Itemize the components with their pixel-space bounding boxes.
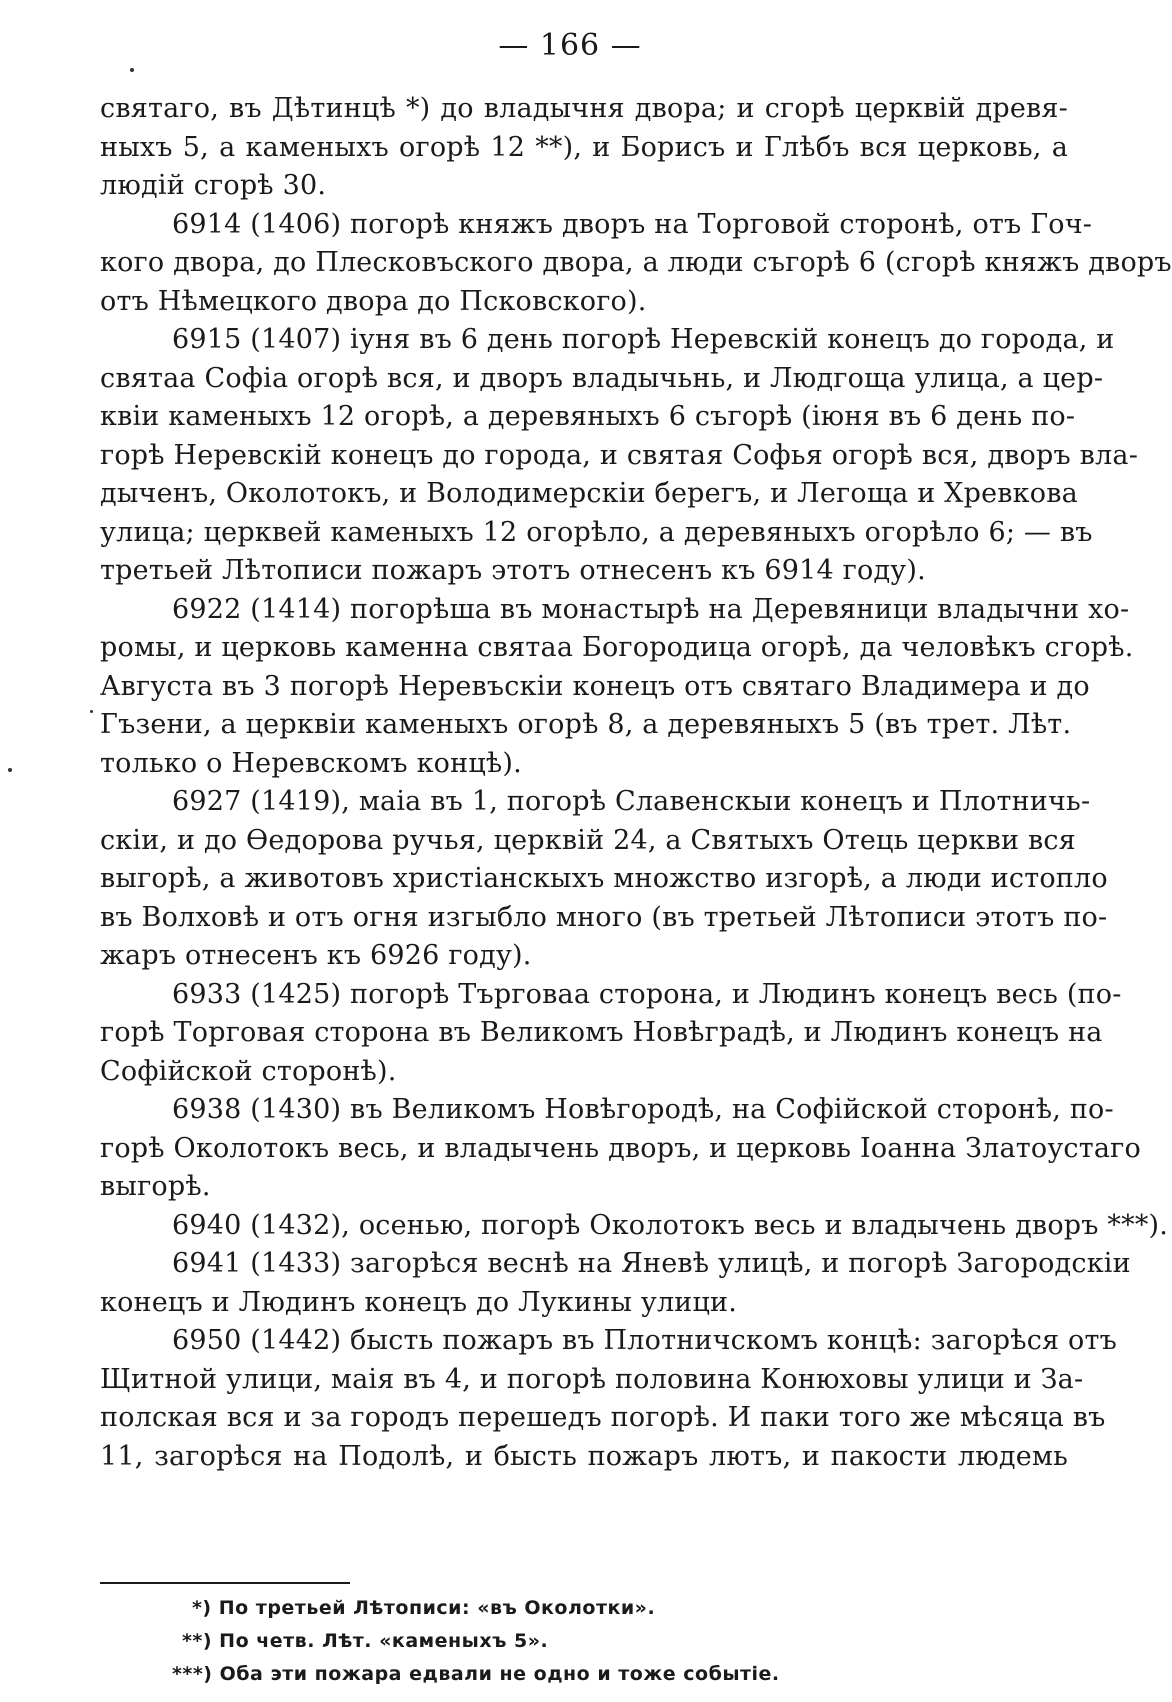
text-line: 11, загорѣся на Подолѣ, и бысть пожаръ лютъ, и пакости людемь bbox=[100, 1440, 1068, 1472]
text-line: отъ Нѣмецкого двора до Псковского). bbox=[100, 285, 647, 317]
text-line: выгорѣ, а животовъ христіанскыхъ множство изгорѣ, а люди истопло bbox=[100, 863, 1108, 894]
text-line: Гъзени, а церквіи каменыхъ огорѣ 8, а деревяныхъ 5 (въ трет. Лѣт. bbox=[100, 709, 1072, 740]
text-line: улица; церквей каменыхъ 12 огорѣло, а деревяныхъ огорѣло 6; — въ bbox=[100, 516, 1093, 548]
text-line: горѣ Околотокъ весь, и владычень дворъ, и церковь Іоанна Златоустаго bbox=[100, 1132, 1141, 1164]
text-line: третьей Лѣтописи пожаръ этотъ отнесенъ къ 6914 году). bbox=[100, 555, 926, 586]
text-line: жаръ отнесенъ къ 6926 году). bbox=[100, 940, 532, 971]
text-line: ромы, и церковь каменна святаа Богородица огорѣ, да человѣкъ сгорѣ. bbox=[100, 632, 1134, 663]
text-line: 6914 (1406) погорѣ княжъ дворъ на Торговой сторонѣ, отъ Гоч- bbox=[172, 208, 1093, 240]
text-line: 6940 (1432), осенью, погорѣ Околотокъ весь и владычень дворъ ***). bbox=[172, 1209, 1169, 1241]
text-line: святаа Софіа огорѣ вся, и дворъ владычьнь, и Людгоща улица, а цер- bbox=[100, 362, 1104, 394]
body-text bbox=[100, 90, 1172, 1476]
text-line: кого двора, до Плесковъского двора, а люди съгорѣ 6 (сгорѣ княжъ дворъ bbox=[100, 247, 1172, 278]
footnote-3: ***) Оба эти пожара едвали не одно и тоже событіе. bbox=[172, 1663, 780, 1685]
text-line: горѣ Неревскій конецъ до города, и святая Софья огорѣ вся, дворъ вла- bbox=[100, 439, 1139, 471]
text-line: скіи, и до Ѳедорова ручья, церквій 24, а Святыхъ Отець церкви вся bbox=[100, 824, 1076, 856]
page-number: — 166 — bbox=[498, 28, 642, 63]
text-line: 6941 (1433) загорѣся веснѣ на Яневѣ улицѣ, и погорѣ Загородскіи bbox=[172, 1248, 1131, 1279]
text-line: горѣ Торговая сторона въ Великомъ Новѣградѣ, и Людинъ конецъ на bbox=[100, 1017, 1103, 1048]
text-line: полская вся и за городъ перешедъ погорѣ. И паки того же мѣсяца въ bbox=[100, 1402, 1106, 1433]
footnote-1: *) По третьей Лѣтописи: «въ Околотки». bbox=[192, 1597, 656, 1619]
text-line: святаго, въ Дѣтинцѣ *) до владычня двора; и сгорѣ церквій древя- bbox=[100, 93, 1068, 124]
text-line: Софійской сторонѣ). bbox=[100, 1055, 397, 1087]
print-speck bbox=[8, 768, 12, 772]
text-line: конецъ и Людинъ конецъ до Лукины улици. bbox=[100, 1286, 738, 1318]
text-line: 6915 (1407) іуня въ 6 день погорѣ Неревскій конецъ до города, и bbox=[172, 324, 1115, 355]
footnote-divider bbox=[100, 1582, 350, 1584]
text-line: Щитной улици, маія въ 4, и погорѣ половина Конюховы улици и За- bbox=[100, 1363, 1084, 1395]
text-line: только о Неревскомъ концѣ). bbox=[100, 747, 522, 779]
footnotes bbox=[160, 1592, 1060, 1691]
text-line: ныхъ 5, а каменыхъ огорѣ 12 **), и Борисъ и Глѣбъ вся церковь, а bbox=[100, 131, 1068, 163]
text-line: 6938 (1430) въ Великомъ Новѣгородѣ, на Софійской сторонѣ, по- bbox=[172, 1094, 1114, 1125]
text-line: людій сгорѣ 30. bbox=[100, 170, 327, 201]
text-line: выгорѣ. bbox=[100, 1171, 211, 1202]
print-speck bbox=[130, 68, 134, 72]
text-line: Августа въ 3 погорѣ Неревъскіи конецъ отъ святаго Владимера и до bbox=[100, 670, 1090, 702]
text-line: 6933 (1425) погорѣ Търговаа сторона, и Людинъ конецъ весь (по- bbox=[172, 978, 1122, 1010]
text-line: дыченъ, Околотокъ, и Володимерскіи берегъ, и Легоща и Хревкова bbox=[100, 478, 1078, 509]
text-line: 6922 (1414) погорѣша въ монастырѣ на Деревяници владычни хо- bbox=[172, 593, 1130, 625]
print-speck bbox=[90, 710, 93, 713]
text-line: 6927 (1419), маіа въ 1, погорѣ Славенскыи конецъ и Плотничь- bbox=[172, 786, 1091, 817]
text-line: 6950 (1442) бысть пожаръ въ Плотничскомъ концѣ: загорѣся отъ bbox=[172, 1325, 1118, 1356]
text-line: въ Волховѣ и отъ огня изгыбло много (въ третьей Лѣтописи этотъ по- bbox=[100, 901, 1108, 933]
text-line: квіи каменыхъ 12 огорѣ, а деревяныхъ 6 съгорѣ (іюня въ 6 день по- bbox=[100, 401, 1076, 432]
footnote-2: **) По четв. Лѣт. «каменыхъ 5». bbox=[182, 1630, 549, 1652]
